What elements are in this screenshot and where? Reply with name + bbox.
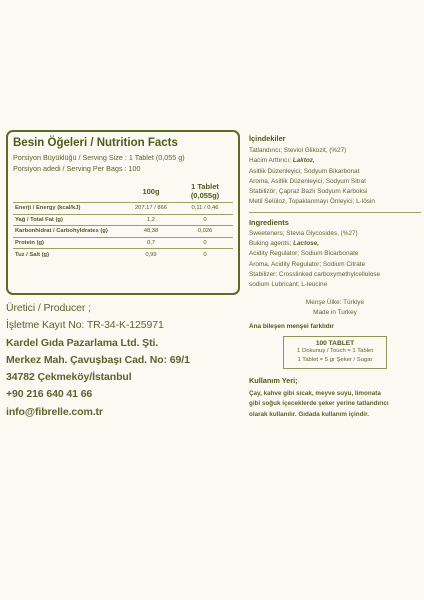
- ingredient-line: Aroma, Acidity Regulator; Sodium Citrate: [249, 260, 366, 268]
- ingredients-en-heading: Ingredients: [249, 217, 289, 227]
- nutrition-header-tablet: 1 Tablet (0,055g): [190, 182, 220, 200]
- nutrient-value-100g: 1,2: [125, 214, 177, 226]
- tablet-touch-info: 1 Dokunuş / Touch = 1 Tablet: [297, 347, 373, 354]
- nutrient-value-100g: 0,7: [125, 237, 177, 249]
- nutrition-facts-panel: [6, 130, 240, 295]
- ingredients-tr-heading: İçindekiler: [249, 134, 286, 143]
- ingredients-tr-list: [249, 146, 421, 213]
- usage-line: Çay, kahve gibi sıcak, meyve suyu, limonata: [249, 389, 381, 397]
- table-row: [13, 237, 233, 249]
- ingredient-line: Sweeteners; Stevia Glycosides, (%27): [249, 229, 358, 237]
- ingredients-en-list: [249, 229, 421, 291]
- phone-number: +90 216 640 41 66: [6, 388, 93, 401]
- nutrient-value-100g: 207,17 / 866: [125, 203, 177, 215]
- table-row: [13, 214, 233, 226]
- nutrient-label: Karbonhidrat / Carbohyldrates (g): [13, 226, 125, 238]
- nutrient-label: Enerji / Energy (kcal/kJ): [13, 203, 125, 215]
- allergen-emphasis: Lactose,: [293, 240, 319, 248]
- nutrition-table: [13, 181, 233, 260]
- origin-line-en: Made in Turkey: [313, 308, 357, 316]
- nutrient-value-tablet: 0,11 / 0,46: [177, 203, 233, 215]
- servings-per-bag: Porsiyon adedi / Serving Per Bags : 100: [13, 164, 141, 173]
- address-line-1: Merkez Mah. Çavuşbaşı Cad. No: 69/1: [6, 353, 190, 366]
- origin-note: Ana bileşen menşei farklıdır: [249, 322, 334, 330]
- nutrient-label: Yağ / Total Fat (g): [13, 214, 125, 226]
- table-row: [13, 226, 233, 238]
- ingredient-line: sodium Lubricant; L-leucine: [249, 281, 328, 289]
- table-row: [13, 203, 233, 215]
- usage-line: olarak kullanılır. Gıdada kullanım içindir.: [249, 410, 370, 418]
- tablet-count: 100 TABLET: [315, 339, 355, 347]
- nutrition-header-100g: 100g: [142, 186, 160, 196]
- ingredient-line: Tatlandırıcı; Steviol Glikozit, (%27): [249, 147, 347, 154]
- ingredient-line: Aroma, Asitlik Düzenleyici; Sodyum Sitrat: [249, 177, 366, 185]
- nutrient-value-100g: 48,38: [125, 226, 177, 238]
- nutrition-header-label: [13, 181, 125, 203]
- ingredient-line: Asitlik Düzenleyici; Sodyum Bikarbonat: [249, 167, 360, 175]
- usage-heading: Kullanım Yeri;: [249, 375, 298, 385]
- ingredient-line: Acidity Regulator; Sodium Bicarbonate: [249, 250, 359, 258]
- nutrient-label: Protein (g): [13, 237, 125, 249]
- address-line-2: 34782 Çekmeköy/İstanbul: [6, 371, 132, 384]
- origin-line-tr: Menşe Ülke: Türkiye: [305, 298, 365, 306]
- nutrient-value-tablet: 0: [177, 237, 233, 249]
- serving-size: Porsiyon Büyüklüğü / Serving Size : 1 Tablet (0,055 g): [13, 153, 185, 162]
- producer-info: [6, 300, 236, 421]
- nutrient-label: Tuz / Salt (g): [13, 249, 125, 261]
- email-address: info@fibrelle.com.tr: [6, 405, 103, 418]
- ingredient-line: [249, 239, 421, 249]
- nutrient-value-tablet: 0: [177, 249, 233, 261]
- usage-text: [249, 389, 421, 421]
- tablet-info-box: [283, 336, 387, 369]
- ingredient-line-text: Hacim Arttırıcı;: [249, 157, 293, 165]
- producer-heading: Üretici / Producer ;: [6, 302, 91, 314]
- ingredient-line: [249, 156, 421, 166]
- allergen-emphasis: Laktoz,: [292, 157, 315, 165]
- ingredient-line: Metil Selüloz, Topaklanmayı Önleyici; L-lösin: [249, 198, 375, 206]
- origin-country: [249, 298, 421, 318]
- ingredient-line-text: Buking agents;: [249, 240, 294, 248]
- usage-line: gibi soğuk içeceklerde şeker yerine tatlandırıcı: [249, 400, 389, 408]
- registration-number: İşletme Kayıt No: TR-34-K-125971: [6, 319, 164, 332]
- nutrient-value-tablet: 0,026: [177, 226, 233, 238]
- nutrient-value-tablet: 0: [177, 214, 233, 226]
- table-row: [13, 249, 233, 261]
- company-name: Kardel Gıda Pazarlama Ltd. Şti.: [6, 336, 159, 349]
- ingredient-line: Stabilizer; Crosslinked carboxymethylcellulose: [249, 270, 381, 278]
- nutrient-value-100g: 0,99: [125, 249, 177, 261]
- ingredient-line: Stabilizör; Çapraz Bazlı Sodyum Karboksi: [249, 188, 368, 196]
- tablet-sugar-info: 1 Tablet = 5 gr Şeker / Sugar: [297, 356, 373, 363]
- nutrition-title: Besin Öğeleri / Nutrition Facts: [13, 137, 178, 149]
- ingredients-column: [249, 134, 421, 420]
